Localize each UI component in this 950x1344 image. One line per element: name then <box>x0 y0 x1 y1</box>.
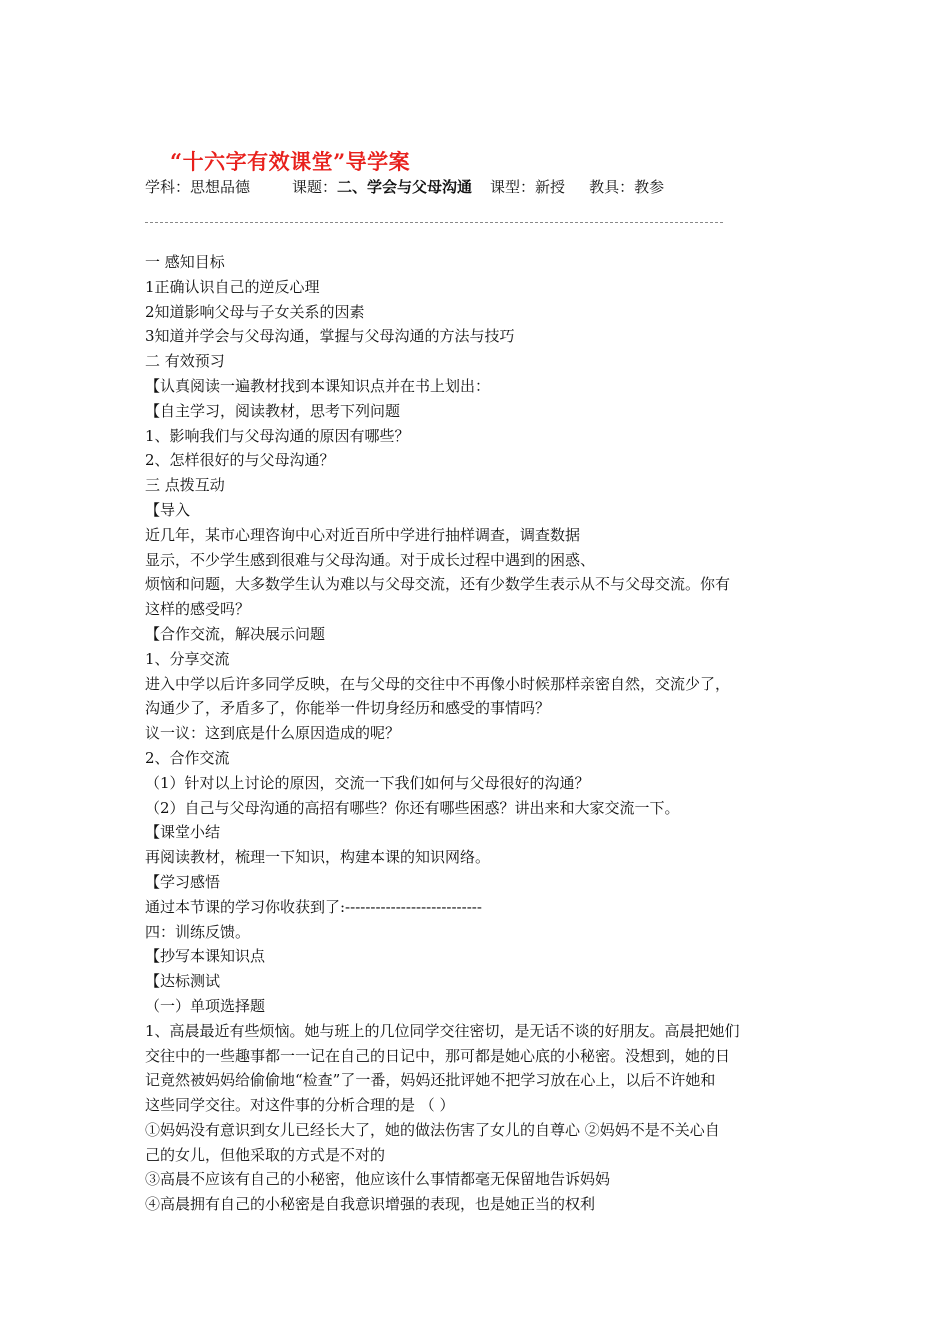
paragraph-line: 烦恼和问题，大多数学生认为难以与父母交流，还有少数学生表示从不与父母交流。你有 <box>145 575 731 594</box>
meta-teaching-tools: 教具：教参 <box>589 178 665 196</box>
section-heading: 二 有效预习 <box>145 352 225 371</box>
section-heading: 四：训练反馈。 <box>145 922 251 941</box>
subsection-heading: 【自主学习，阅读教材，思考下列问题 <box>145 401 401 420</box>
lesson-meta <box>145 177 664 197</box>
paragraph-line: 议一议：这到底是什么原因造成的呢？ <box>145 724 401 743</box>
subsection-heading: 【抄写本课知识点 <box>145 947 266 966</box>
objective-item: 3知道并学会与父母沟通，掌握与父母沟通的方法与技巧 <box>145 327 515 346</box>
option-line: ④高晨拥有自己的小秘密是自我意识增强的表现，也是她正当的权利 <box>145 1195 596 1214</box>
question-item: 2、怎样很好的与父母沟通？ <box>145 451 335 470</box>
option-line: ①妈妈没有意识到女儿已经长大了，她的做法伤害了女儿的自尊心 ②妈妈不是不关心自 <box>145 1120 720 1139</box>
option-line: 己的女儿，但他采取的方式是不对的 <box>145 1145 386 1164</box>
subsection-heading: 【导入 <box>145 500 191 519</box>
paragraph-line: 沟通少了，矛盾多了，你能举一件切身经历和感受的事情吗？ <box>145 699 551 718</box>
paragraph-line: 这样的感受吗？ <box>145 600 251 619</box>
question-item: （2）自己与父母沟通的高招有哪些？你还有哪些困惑？讲出来和大家交流一下。 <box>145 798 680 817</box>
meta-topic-value: 二、学会与父母沟通 <box>337 178 473 196</box>
subsection-heading: 【学习感悟 <box>145 872 221 891</box>
section-heading: 三 点拨互动 <box>145 476 225 495</box>
question-stem-line: 这些同学交往。对这件事的分析合理的是 （ ） <box>145 1096 455 1115</box>
subsection-heading: 【课堂小结 <box>145 823 221 842</box>
paragraph-line: 近几年，某市心理咨询中心对近百所中学进行抽样调查，调查数据 <box>145 525 581 544</box>
paragraph-line: 再阅读教材，梳理一下知识，构建本课的知识网络。 <box>145 848 491 867</box>
section-heading: 一 感知目标 <box>145 253 225 271</box>
paragraph-line: 进入中学以后许多同学反映，在与父母的交往中不再像小时候那样亲密自然，交流少了， <box>145 674 731 693</box>
question-stem-line: 交往中的一些趣事都一一记在自己的日记中，那可都是她心底的小秘密。没想到，她的日 <box>145 1046 731 1065</box>
question-stem-line: 记竟然被妈妈给偷偷地“检查”了一番，妈妈还批评她不把学习放在心上，以后不许她和 <box>145 1071 716 1090</box>
subsection-heading: 【认真阅读一遍教材找到本课知识点并在书上划出： <box>145 376 491 395</box>
paragraph-line: 显示，不少学生感到很难与父母沟通。对于成长过程中遇到的困惑、 <box>145 550 596 569</box>
document-body <box>145 250 815 1217</box>
subsection-heading: 【合作交流，解决展示问题 <box>145 624 326 643</box>
question-type-heading: （一）单项选择题 <box>145 996 266 1015</box>
activity-heading: 2、合作交流 <box>145 748 230 767</box>
activity-heading: 1、分享交流 <box>145 649 230 668</box>
question-item: 1、影响我们与父母沟通的原因有哪些？ <box>145 426 410 445</box>
objective-item: 1正确认识自己的逆反心理 <box>145 277 320 296</box>
document-title: “十六字有效课堂”导学案 <box>170 149 411 174</box>
paragraph-line: 通过本节课的学习你收获到了:--------------------------- <box>145 897 482 916</box>
objective-item: 2知道影响父母与子女关系的因素 <box>145 302 365 321</box>
question-stem-line: 1、高晨最近有些烦恼。她与班上的几位同学交往密切，是无话不谈的好朋友。高晨把她们 <box>145 1021 740 1040</box>
question-item: （1）针对以上讨论的原因，交流一下我们如何与父母很好的沟通？ <box>145 773 590 792</box>
dashed-divider <box>145 222 723 223</box>
meta-lesson-type: 课型：新授 <box>490 178 566 196</box>
meta-topic-label: 课题： <box>292 178 338 196</box>
meta-subject: 学科：思想品德 <box>145 178 251 196</box>
option-line: ③高晨不应该有自己的小秘密，他应该什么事情都毫无保留地告诉妈妈 <box>145 1170 611 1189</box>
subsection-heading: 【达标测试 <box>145 972 221 991</box>
